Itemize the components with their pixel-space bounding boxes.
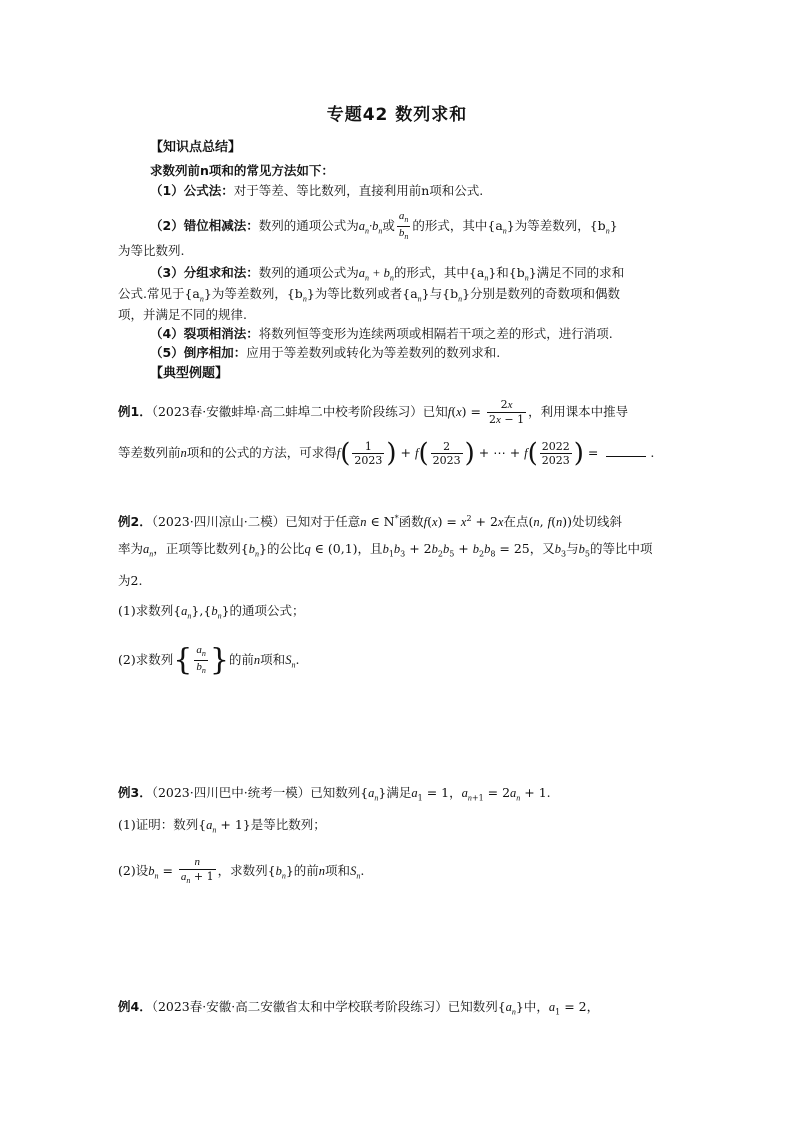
example-2-line3: 为2. <box>118 573 143 588</box>
example-3-question-1: (1)证明：数列$\{a_n + 1\}$是等比数列； <box>118 817 326 835</box>
example-4-line1: 例4．（2023春·安徽·高二安徽省太和中学校联考阶段练习）已知数列$\{a_n\}$中，$a_1 = 2$， <box>118 999 600 1017</box>
answer-blank <box>606 456 646 457</box>
page-title: 专题42 数列求和 <box>326 105 468 125</box>
method-2: （2）错位相减法：数列的通项公式为$a_n\cdot b_n$或 $\frac{a_n}{b_n}$ 的形式，其中$\{a_n\}$为等差数列，$\{b_n\}$ <box>150 210 618 242</box>
method-3: （3）分组求和法：数列的通项公式为$a_n + b_n$的形式，其中$\{a_n\}$和$\{b_n\}$满足不同的求和 <box>150 265 625 283</box>
summary-intro: 求数列前n项和的常见方法如下： <box>150 163 334 178</box>
section-knowledge-summary: 【知识点总结】 <box>150 140 242 155</box>
example-3-line1: 例3．（2023·四川巴中·统考一模）已知数列$\{a_n\}$满足$a_1 = 1$，$a_{n+1} = 2a_n + 1$. <box>118 785 551 803</box>
example-2-question-2: (2)求数列{ $\frac{a_n}{b_n}$ }的前n项和$S_n$. <box>118 642 300 678</box>
method-2-cont: 为等比数列. <box>118 243 185 258</box>
method-4: （4）裂项相消法：将数列恒等变形为连续两项或相隔若干项之差的形式，进行消项. <box>150 326 613 341</box>
example-2-line1: 例2．（2023·四川凉山·二模）已知对于任意n ∈ N*函数$f(x) = x^2 + 2x$在点(n, f(n))处切线斜 <box>118 514 622 530</box>
example-2-line2: 率为$a_n$，正项等比数列$\{b_n\}$的公比q ∈ (0,1)，且$b_1b_3 + 2b_2b_5 + b_2b_8 = 25$，又$b_3$与$b_5$的等比中项 <box>118 541 653 559</box>
method-1: （1）公式法：对于等差、等比数列，直接利用前n项和公式. <box>150 183 484 198</box>
method-3-line2: 公式.常见于$\{a_n\}$为等差数列，$\{b_n\}$为等比数列或者$\{a_n\}$与$\{b_n\}$分别是数列的奇数项和偶数 <box>118 286 621 304</box>
example-2-question-1: (1)求数列$\{a_n\},\{b_n\}$的通项公式； <box>118 603 305 621</box>
example-1-line2: 等差数列前n项和的公式的方法，可求得f( $\frac{1}{2023}$ ) + f( $\frac{2}{2023}$ ) + ⋯ + f( $\frac{2022}{2023}$ ) = . <box>118 438 655 469</box>
example-1-line1: 例1．（2023春·安徽蚌埠·高二蚌埠二中校考阶段练习）已知f(x) = $\frac{2x}{2x - 1}$ ，利用课本中推导 <box>118 398 629 426</box>
example-3-question-2: (2)设$b_n$ = $\frac{n}{a_n + 1}$ ，求数列$\{b_n\}$的前n项和$S_n$. <box>118 856 365 886</box>
section-typical-examples: 【典型例题】 <box>150 366 229 381</box>
method-3-line3: 项，并满足不同的规律. <box>118 307 247 322</box>
method-5: （5）倒序相加：应用于等差数列或转化为等差数列的数列求和. <box>150 345 501 360</box>
